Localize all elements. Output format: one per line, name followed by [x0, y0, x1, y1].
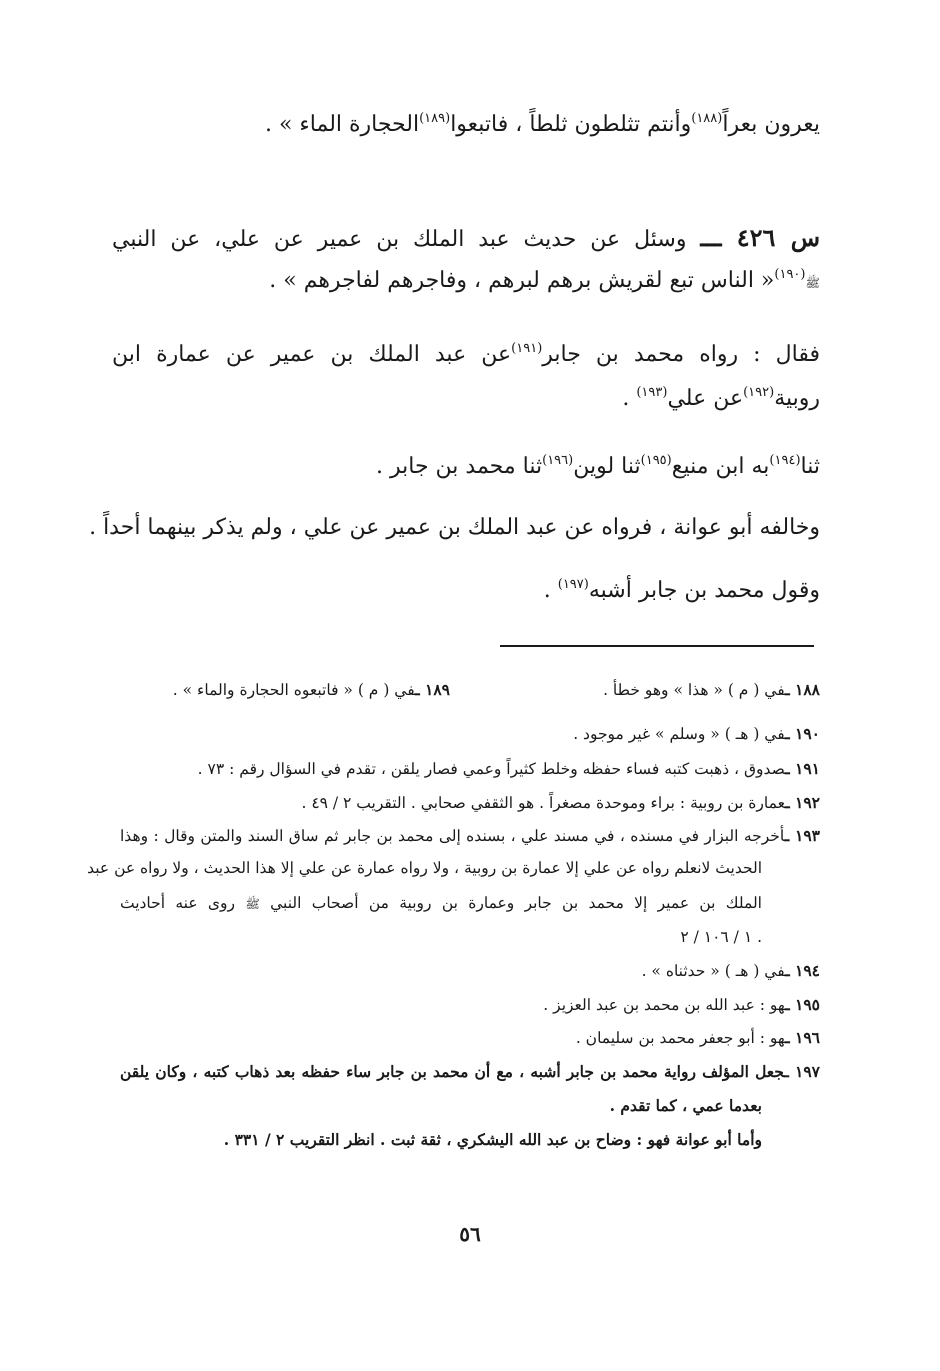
footnote-number: ١٩٥ ـ: [785, 995, 820, 1014]
text-segment: عن عبد الملك بن عمير عن عمارة ابن: [112, 342, 512, 367]
text-segment: فقال : رواه محمد بن جابر: [542, 342, 821, 367]
pbuh-glyph: ﷺ: [805, 276, 820, 290]
footnote-193-line-4: [680, 930, 762, 946]
footnote-text: وأما أبو عوانة فهو : وضاح بن عبد الله اليشكري ، ثقة ثبت . انظر التقريب ٢ / ٣٣١ .: [223, 1130, 762, 1149]
footnote-ref-191[interactable]: (١٩١): [511, 341, 543, 356]
footnote-number: ١٩٦ ـ: [785, 1028, 820, 1047]
text-segment: .: [622, 386, 637, 411]
footnote-text: في ( هـ ) « وسلم » غير موجود .: [573, 725, 786, 743]
text-segment: وأنتم تثلطون ثلطاً ، فاتبعوا: [450, 112, 692, 137]
footnote-text: بعدما عمي ، كما تقدم .: [609, 1096, 762, 1115]
text-segment: ثنا: [800, 454, 820, 479]
footnote-text: عمارة بن روبية : براء وموحدة مصغراً . هو الثقفي صحابي . التقريب ٢ / ٤٩ .: [301, 794, 786, 812]
question-line-1: [112, 223, 820, 252]
footnote-ref-193[interactable]: (١٩٣): [636, 385, 668, 400]
conclusion-line: [544, 578, 820, 602]
footnote-196: [576, 1030, 820, 1047]
footnote-ref-192[interactable]: (١٩٢): [743, 385, 775, 400]
footnote-number: ١٩٣ ـ: [784, 826, 821, 845]
footnote-text: روى عنه أحاديث: [120, 894, 235, 912]
answer-line-2: [622, 386, 820, 410]
footnote-193-line-3: [120, 896, 762, 912]
text-segment: عن علي: [667, 386, 744, 411]
footnote-text: في ( م ) « هذا » وهو خطأ .: [603, 681, 786, 699]
footnote-text: ١ / ١٠٦ / ٢ .: [680, 928, 762, 946]
footnote-text: في ( هـ ) « حدثناه » .: [641, 962, 786, 980]
footnote-ref-196[interactable]: (١٩٦): [542, 453, 574, 468]
contradiction-line: [89, 517, 820, 539]
text-segment: ثنا لوين: [573, 454, 641, 479]
footnote-197-line-3: [224, 1132, 762, 1148]
footnote-191: [198, 761, 820, 778]
footnote-separator: [500, 645, 814, 647]
footnote-text: أخرجه البزار في مسنده ، في مسند علي ، بسنده إلى محمد بن جابر ثم ساق السند والمتن وقال : وهذا: [120, 827, 785, 845]
question-number: س ٤٢٦ ـــ: [700, 223, 820, 252]
text-segment: به ابن منيع: [671, 454, 770, 479]
footnote-number: ١٩٢ ـ: [785, 793, 820, 812]
footnote-193-line-2: [87, 859, 762, 877]
hadith-text: « الناس تبع لقريش برهم لبرهم ، وفاجرهم لفاجرهم » .: [269, 268, 775, 293]
text-segment: روبية: [774, 386, 820, 411]
footnote-ref-188[interactable]: (١٨٨): [691, 111, 723, 126]
text-segment: وخالفه أبو عوانة ، فرواه عن عبد الملك بن عمير عن علي ، ولم يذكر بينهما أحداً .: [89, 515, 820, 540]
footnote-number: ١٩١ ـ: [785, 759, 820, 778]
page-number: ٥٦: [459, 1222, 481, 1246]
footnote-text: صدوق ، ذهبت كتبه فساء حفظه وخلط كثيراً وعمي فصار يلقن ، تقدم في السؤال رقم : ٧٣ .: [197, 760, 786, 778]
footnote-197-line-2: [610, 1098, 762, 1114]
continuation-line: [265, 112, 820, 136]
footnote-195: [543, 997, 820, 1014]
footnote-text: الملك بن عمير إلا محمد بن جابر وعمارة بن روبية من أصحاب النبي: [270, 894, 762, 912]
footnote-ref-197[interactable]: (١٩٧): [557, 577, 589, 592]
footnote-number: ١٩٧ ـ: [784, 1062, 821, 1081]
footnote-189: [173, 682, 450, 699]
footnote-text: في ( م ) « فاتبعوه الحجارة والماء » .: [172, 681, 416, 699]
footnote-192: [301, 795, 820, 812]
footnote-193-line-1: [120, 828, 820, 845]
text-segment: وقول محمد بن جابر أشبه: [588, 578, 820, 603]
footnote-190: [573, 726, 820, 743]
footnote-text: هو : أبو جعفر محمد بن سليمان .: [575, 1029, 786, 1047]
question-text: وسئل عن حديث عبد الملك بن عمير عن علي، عن النبي: [112, 227, 687, 252]
text-segment: .: [543, 578, 558, 603]
text-segment: ثنا محمد بن جابر .: [376, 454, 543, 479]
footnote-text: جعل المؤلف رواية محمد بن جابر أشبه ، مع أن محمد بن جابر ساء حفظه بعد ذهاب كتبه ، وكان يلقن: [120, 1062, 785, 1081]
footnote-197-line-1: [120, 1064, 820, 1080]
footnote-number: ١٨٩ ـ: [415, 680, 450, 699]
footnote-number: ١٩٠ ـ: [785, 724, 820, 743]
footnote-ref-195[interactable]: (١٩٥): [640, 453, 672, 468]
footnote-number: ١٩٤ ـ: [785, 961, 820, 980]
footnote-number: ١٨٨ ـ: [785, 680, 820, 699]
pbuh-glyph: ﷺ: [245, 897, 260, 911]
answer-line-1: [112, 342, 820, 366]
footnote-ref-194[interactable]: (١٩٤): [769, 453, 801, 468]
chain-line: [376, 454, 820, 478]
footnote-ref-189[interactable]: (١٨٩): [419, 111, 451, 126]
text-segment: يعرون بعراً: [722, 112, 820, 137]
text-segment: الحجارة الماء » .: [264, 112, 420, 137]
footnote-text: هو : عبد الله بن محمد بن عبد العزيز .: [543, 996, 786, 1014]
footnote-text: الحديث لانعلم رواه عن علي إلا عمارة بن روبية ، ولا رواه عمارة عن علي إلا هذا الحديث ، ولا رواه عن عبد: [87, 859, 762, 877]
footnote-194: [642, 963, 820, 980]
question-line-2: [269, 268, 820, 292]
footnote-ref-190[interactable]: (١٩٠): [774, 267, 806, 282]
footnote-188: [603, 682, 820, 699]
